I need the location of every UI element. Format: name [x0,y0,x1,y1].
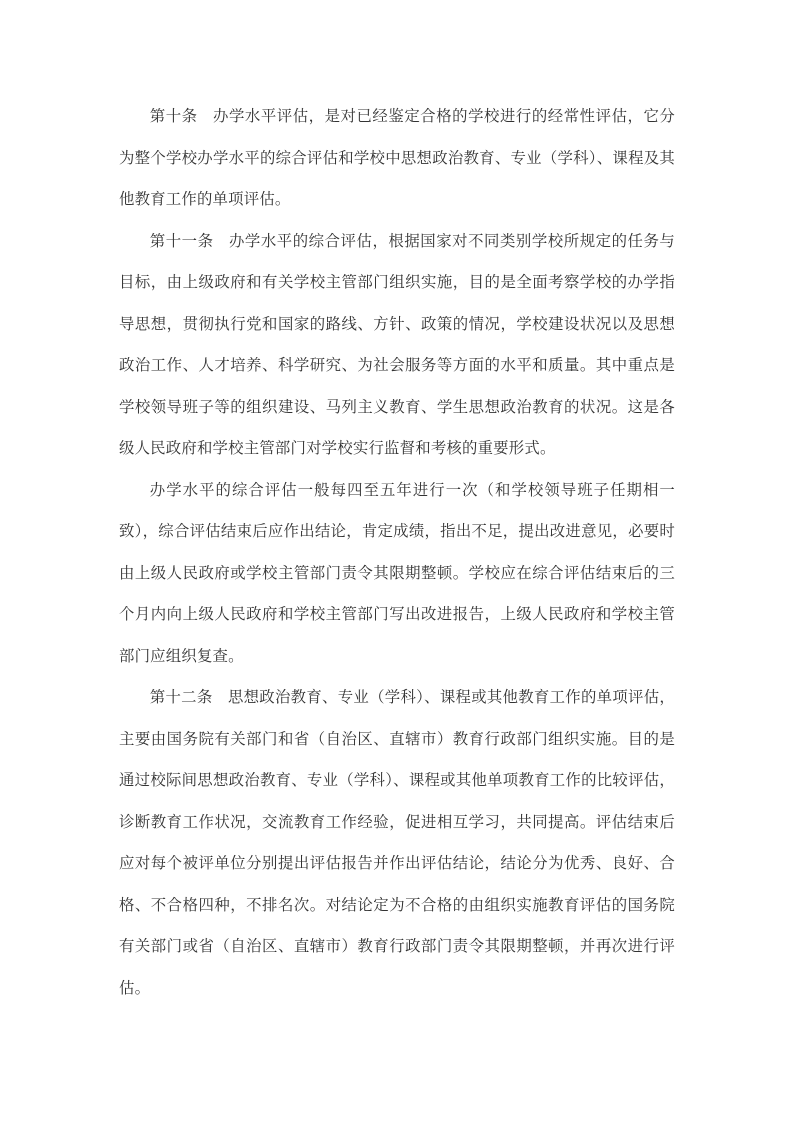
paragraph-text: 办学水平评估，是对已经鉴定合格的学校进行的经常性评估，它分为整个学校办学水平的综合评估和学校中思想政治教育、专业（学科）、课程及其他教育工作的单项评估。 [119,107,675,208]
article-heading: 第十一条 [149,231,214,250]
paragraph-article-11 [119,221,675,470]
article-heading: 第十条 [149,107,198,125]
article-heading: 第十二条 [149,688,213,706]
document-body [119,96,675,1009]
paragraph-text: 思想政治教育、专业（学科）、课程或其他教育工作的单项评估，主要由国务院有关部门和省（自治区、直辖市）教育行政部门组织实施。目的是通过校际间思想政治教育、专业（学科）、课程或其他单项教育工作的比较评估，诊断教育工作状况，交流教育工作经验，促进相互学习，共同提高。评估结束后应对每个被评单位分别提出评估报告并作出评估结论，结论分为优秀、良好、合格、不合格四种，不排名次。对结论定为不合格的由组织实施教育评估的国务院有关部门或省（自治区、直辖市）教育行政部门责令其限期整顿，并再次进行评估。 [119,688,675,997]
paragraph-article-12 [119,677,675,1009]
paragraph-text: 办学水平的综合评估，根据国家对不同类别学校所规定的任务与目标，由上级政府和有关学校主管部门组织实施，目的是全面考察学校的办学指导思想，贯彻执行党和国家的路线、方针、政策的情况，学校建设状况以及思想政治工作、人才培养、科学研究、为社会服务等方面的水平和质量。其中重点是学校领导班子等的组织建设、马列主义教育、学生思想政治教育的状况。这是各级人民政府和学校主管部门对学校实行监督和考核的重要形式。 [119,231,675,457]
paragraph-comprehensive-evaluation [119,470,675,678]
paragraph-text: 办学水平的综合评估一般每四至五年进行一次（和学校领导班子任期相一致），综合评估结束后应作出结论，肯定成绩，指出不足，提出改进意见，必要时由上级人民政府或学校主管部门责令其限期整顿。学校应在综合评估结束后的三个月内向上级人民政府和学校主管部门写出改进报告，上级人民政府和学校主管部门应组织复查。 [119,480,675,665]
paragraph-article-10 [119,96,675,221]
